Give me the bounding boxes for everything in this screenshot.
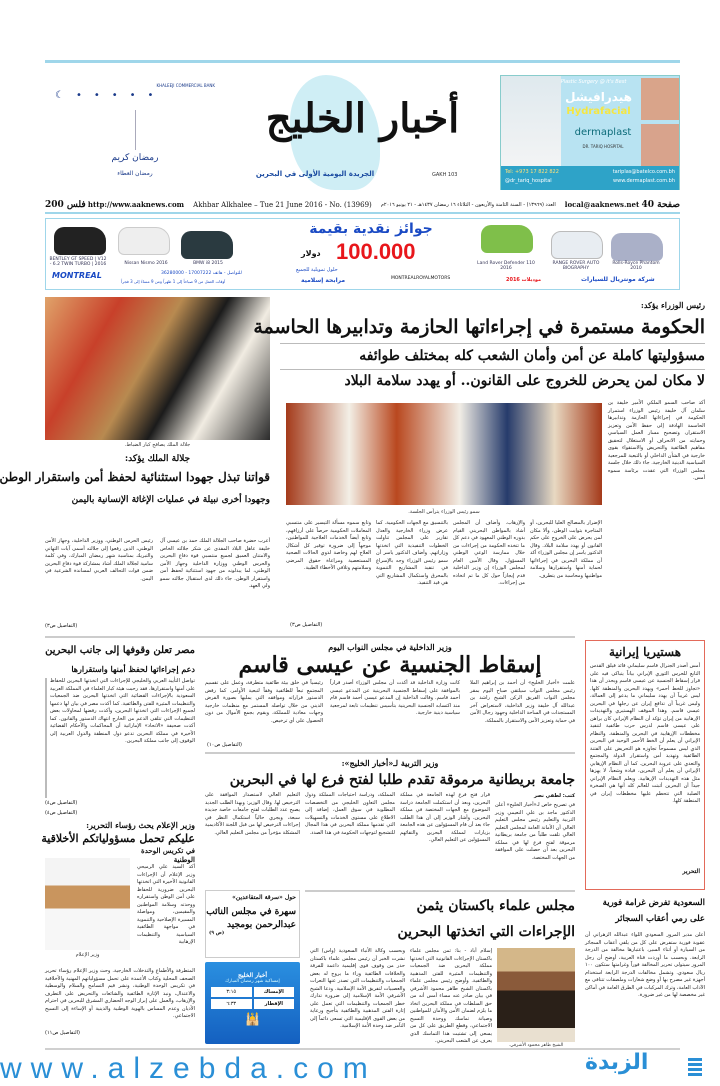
lead-kicker: رئيس الوزراء يؤكد: [640,300,705,310]
lantern-string [135,110,136,150]
saudi-body: أعلن مدير المرور السعودي اللواء عبدالله الزهراني أن عقوبة فورية ستفرض على كل من يلقي أعقاب السجائر من السيارة أو أثناء السير، باعتبارها مخالفة من الدرجة الرابعة. وبحسب ما أوردت قناة العربية، أوضح أن رجل المرور سيتولى تحرير المخالفة فوراً وغرامتها ستكون ١٠٠ ريال سعودي. وتشمل مخالفات الدرجة الرابعة استخدام أجهزة غير مصرح بها أو وضع شعارات وملصقات تتنافى مع الآداب العامة، وترك المركبات في الطرق العامة في أماكن غير مخصصة لها من غير ضرورة. [585,932,705,998]
newspaper-tagline: الجريدة اليومية الأولى في البحرين [255,170,375,178]
hydrafacial-en: Hydrafacial [566,106,631,117]
lead-headline: الحكومة مستمرة في إجراءاتها الحازمة وتدابيرها الحاسمة [253,316,705,338]
code: GAKH 103 [432,172,458,178]
ad-contact-bar [501,166,679,190]
saudi-headline: السعودية تفرض غرامة فورية [602,898,705,908]
lead-text-col: أكد صاحب السمو الملكي الأمير خليفة بن سلمان آل خليفة رئيس الوزراء استمرار الحكومة في إجراءاتها الحازمة وتدابيرها الحاسمة الهادفة إلى حفظ الأمن وتعزيز الاستقرار، وتصحيح مسار العمل السياسي وحمايته من الانحراف أو الاستغلال لتحقيق مفاهيم الطائفية والتحريض والاستقواء بقوى خارجية في الشأن الداخلي أو بالتبعية للمرجعية السياسية الدينية الخارجية. جاء ذلك خلال جلسة مجلس الوزراء التي عقدت برئاسة سموه أمس. [608,400,705,481]
uni-headline: جامعة بريطانية مرموقة تقدم طلبا لفتح فرع لها في البحرين [229,772,575,788]
lead-subheadline-2: لا مكان لمن يحرض للخروج على القانون.. أو يهدد سلامة البلاد [344,373,705,389]
iftar-label: الإفطار [254,999,295,1009]
murabaha-text: مرابحة إسلامية [301,277,346,284]
ramadan-imsakiya-box [205,962,300,1044]
car-label: Rolls-Royce Phantom 2010 [612,261,660,271]
lead-text-col: وتابع سموه مسألة التيسير على منتسبي المعاملات الحكومية حرصاً على أرزاقهم، وتابع أيضاً الخدمات العلاجية للمواطنين، موجهاً إلى ضرورة توفير كل أشكال العلاج لهم وخاصة لذوي الحالات الصحية المستعصية ومراعاة حقوق المرضى وسلامتهم وتلافي الأخطاء الطبية. [286,520,371,571]
car-rangerover-image [551,231,603,259]
page-count: 40 صفحة [641,200,680,210]
evening-kicker: حول «سرقة المتقاعدين» [232,894,296,901]
qassem-text-col: علمت «أخبار الخليج» أن أحمد بن إبراهيم الملا رئيس مجلس النواب سيلتقي صباح اليوم بمقر مجلس النواب الفريق الركن الشيخ راشد بن عبدالله آل خليفة وزير الداخلية، لاستعراض آخر المستجدات في الساحة الداخلية وجهود رجال الأمن في حماية وتعزيز الأمن والاستقرار بالمملكة. [470,680,575,724]
section-divider [45,636,575,638]
prize-currency: دولار [301,249,321,258]
qassem-kicker: وزير الداخلية في مجلس النواب اليوم [328,642,452,652]
montreal-cars-ad[interactable] [45,218,680,290]
divider [205,752,575,754]
king-text-col: رئيس الحرس الوطني، ووزير الداخلية، وجهاز الأمن الوطني، الذين رفعوا إلى جلالته أسمى آيات التهاني والتبريك بمناسبة شهر رمضان المبارك، وفي كلمة سامية لجلالة الملك أشاد بمشاركة قوة دفاع البحرين ضمن قوات التحالف العربي لمساندة الشرعية في اليمن. [45,538,153,582]
ad-email: tariplas@batelco.com.bh [612,169,675,175]
details-ref[interactable]: (التفاصيل ص٤) [45,810,78,816]
uni-text-col: في تصريح خاص لـ«أخبار الخليج» أعلن الدكتور ماجد بن علي النعيمي وزير التربية والتعليم رئيس مجلس التعليم العالي أن الأمانة العامة لمجلس التعليم العالي تلقت طلباً من جامعة بريطانية مرموقة لفتح فرع لها في مملكة البحرين بعد أن حصلت على الموافقة من الجهات المختصة. [495,802,575,861]
uni-kicker: وزير التربية لـ«أخبار الخليج»: [341,758,439,768]
face-after-image [641,124,679,166]
egypt-subheadline: دعم إجراءاتها لحفظ أمنها واستقرارها [71,664,195,674]
face-before-image [641,78,679,120]
pakistan-photo-caption: الشيخ طاهر محمود الأشرفي. [508,1043,564,1048]
lead-text-col: الإضرار بالمصالح العليا للبحرين، أو المتاجرة بثوابت الوطن، وألا مكان لمن يحرض على الخروج على حكم القانون أو يهدد سلامة البلاد. وقال الدكتور ياسر إن مجلس الوزراء أكد أن مملكة البحرين في إجراءاتها لحماية أمنها واستقرارها وسلامة مواطنيها ومحاسبة من يتطرف. [530,520,602,579]
car-label: BENTLEY GT SPEED | V12 - 6.2 TWIN TURBO | 2016 [49,257,107,267]
ramadan-kareem: رمضان كريم [111,153,159,163]
media-headline-2: في تكريس الوحدة الوطنية [141,846,195,864]
imsak-time: ٣:١٥ [211,987,252,997]
king-kicker: جلالة الملك يؤكد: [124,454,191,464]
car-rollsroyce-image [611,233,663,261]
evening-headline-2: عبدالرحمن بومجيد [227,920,296,930]
models-year: موديلات 2016 [506,277,542,283]
evening-ref[interactable]: (ص ٩) [209,930,225,936]
instagram-handle: MONTREALROYALMOTORS [391,276,451,281]
financing-text: حلول تمويلية للجميع [296,267,338,273]
hospital-building-image [501,76,561,176]
qassem-text-col: كانت وزارة الداخلية قد أكدت أن مجلس الوزراء أصدر قراراً بالموافقة على إسقاط الجنسية البحرينية عن المدعو عيسى أحمد قاسم. وقالت الداخلية إن المدعو عيسى أحمد قاسم قام منذ اكتسابه الجنسية البحرينية بتأسيس تنظيمات تابعة لمرجعية سياسية دينية خارجية. [330,680,460,716]
dermaplast-brand: dermaplast [574,127,632,138]
watermark-site: www.alzebda.com [0,1052,377,1085]
ad-tel: Tel: +973 17 822 822 [505,169,559,175]
logo-lines-icon [688,1058,702,1076]
media-photo-caption: وزير الإعلام [75,952,100,958]
divider [305,890,575,892]
car-bentley-image [54,227,106,255]
uni-text-col: التعليم العالي لاستصدار الموافقة على الترخيص لها. وقال الوزير: وبهذا الطلب الجديد يصبح عدد الطلبات لفتح جامعات خاصة جديدة سبعة، ويجري حالياً استكمال النظر في إجراءات الترخيص لها من قبل اللجنة الأكاديمية المشكلة مؤخراً من مجلس التعليم العالي. [205,792,300,836]
car-label: Nissan Nismo 2016 [124,261,168,266]
imsakiya-title: أخبار الخليج [237,972,268,979]
car-defender-image [481,225,533,253]
car-label: Land Rover Defender 110 2016 [477,261,535,271]
ad-slogan: Plastic Surgery @ it's Best [560,79,627,85]
imsakiya-subtitle: إمساكية شهر رمضان المبارك [225,979,280,984]
alzebda-logo: الزبدة [585,1050,649,1075]
uni-text-col: قرار فتح فرع لهذه الجامعة في مملكة البحرين، وبعد أن استكملت الجامعة دراسة الموضوع مع الجهات المختصة في مملكة البحرين. وأشار الوزير إلى أن هذا الطلب جاء بعد أن قام المسؤولون عن هذه الجامعة بزيارات لمملكة البحرين والتقائهم المسؤولين عن التعليم العالي. [400,792,490,843]
editorial-title: هستيريا إيرانية [608,645,682,659]
qassem-headline: إسقاط الجنسية عن عيسى قاسم [238,652,542,678]
saudi-headline-2: على رمي أعقاب السجائر [615,914,705,924]
bank-ad[interactable] [45,75,225,190]
editorial-box [585,640,705,890]
car-nissan-image [118,227,170,255]
evening-box [205,890,300,958]
mosque-icon: 🕌 [245,1012,260,1026]
arabic-dateline: العدد (١٣٩٦٩) - السنة الثامنة والأربعون - الثلاثاء ١٦ رمضان ١٤٣٧هـ - ٢١ يونيو ٢٠١٦م [380,202,556,208]
media-headline: عليكم تحمل مسؤولياتكم الأخلاقية [41,832,195,845]
details-ref[interactable]: (التفاصيل ص٤) [45,800,78,806]
hydrafacial-ar: هيدرافيشل [565,90,632,104]
pakistan-text-col: إسلام أباد - بنا: ثمن مجلس علماء باكستان الإجراءات القانونية التي اتخذتها مملكة البحرين ضد الجمعيات والتنظيمات المثيرة للفتن المذهبية والطائفية. وأوضح رئيس مجلس علماء باكستان الشيخ طاهر محمود الأشرفي في بيان صادر عنه مساء أمس أنه من حق السلطات في مملكة البحرين اتخاذ ما يلزم لضمان الأمن والأمان للمواطنين وصيانة تماسك ووحدة النسيج الاجتماعي، وقطع الطريق على كل من يسعى إلى تشتيت هذا التماسك الذي يعرف عن الشعب البحريني. [410,948,492,1044]
details-ref[interactable]: (التفاصيل ص١٠) [207,742,242,748]
iftar-time: ٦:٣٣ [211,999,252,1009]
newspaper-logo: أخبار الخليج [265,95,460,142]
media-kicker: وزير الإعلام يحث رؤساء التحرير: [86,820,195,830]
prize-amount: 100.000 [336,239,416,264]
media-intro: أكد السيد علي الرميحي وزير الإعلام أن الإجراءات القانونية الأخيرة التي اتخذتها البحرين ضرورية للحفاظ على أمن الوطن واستقراره ووحدته وسلامة المواطنين والمقيمين، ومواصلة المسيرة الإصلاحية والتنموية في مواجهة الطائفية السياسية والتنظيمات الإرهابية [137,864,195,945]
pakistan-cleric-photo [497,948,575,1042]
lead-subheadline: مسؤوليتها كاملة عن أمن وأمان الشعب كله بمختلف طوائفه [359,348,705,364]
editorial-body: أمس أصدر الجنرال قاسم سليماني قائد فيلق القدس التابع للحرس الثوري الإيراني بياناً يتباكى فيه على قرار إسقاط الجنسية عن عيسى قاسم ويحذر أن هذا «تجاوز للخط أحمر» ويهدد البحرين والمنطقة كلها. ليس غريباً أن يهدد سليماني ما يدعو إلى العمالة، وليس غريباً أن تدافع إيران عن رجلها في البحرين عيسى قاسم. وهذا الموقف الهستيري والتهديدات الإرهابية من إيران تؤكد أن النظام الإيراني كان يراهن على عيسى قاسم لدرس حرب طائفية لتنفيذ مخططات الإرهابية في البحرين والمنطقة. والنظام الإيراني أن يعلم أن الخط الأحمر الوحيد في البحرين الذي ليس مسموحاً تجاوزه هو التحريض على الفتنة الطائفية وتهديد أمن واستقرار الدولة والمجتمع والتعدي على عروبة البحرين. كما أن النظام الإرهابي الإيراني أن يعلم أن البحرين، قيادة وشعباً، لا يهزها مثل هذه التهديدات الإرهابية. ويعلم النظام الإيراني جيداً أن البحرين أثبتت للعالم كله أنها هي الصخرة الصلبة التي تتحطم عليها مخططات إيران في المنطقة كلها. [590,663,700,804]
company-name: شركة مونتريال للسيارات [581,276,655,283]
ad-insta: @dr_tariq_hospital [505,178,552,184]
photo-caption: جلالة الملك يصافح كبار الضباط. [124,442,191,448]
hospital-name: DR. TARIQ HOSPITAL [582,144,624,149]
stars-decoration: ☾••••• [55,90,166,101]
car-label: BMW i8 2015 [193,261,223,266]
website-link[interactable]: http://www.aaknews.com [87,200,185,209]
evening-headline: سهرة في مجلس النائب [206,907,296,917]
details-ref[interactable]: (التفاصيل ص٣) [45,623,78,629]
uni-author: كتب: لطفي نصر [533,793,575,799]
egypt-body: تواصل التأييد العربي والخليجي للإجراءات التي اتخذتها البحرين للحفاظ على أمنها واستقرارها، فقد رحبت هيئة كبار العلماء في المملكة العربية السعودية بالإجراءات القضائية التي اتخذتها البحرين ضد الجمعيات والتنظيمات المثيرة للفتن والطائفية. كما أكدت مصر في بيان لها دعمها لجميع الإجراءات التي اتخذتها البحرين، وأكدت رفضها لمحاولات بعض التنظيمات التي تتلقى الدعم من الخارج انتهاك الدستور والقانون. كما أكدت صحيفة «الاتحاد» الإماراتية أن المحاكمات والأحكام القضائية الأخيرة في مملكة البحرين تدعو دول المنطقة والدول العربية إلى الوقوف إلى جانب مملكة البحرين. [45,678,195,798]
media-minister-photo [45,858,130,950]
king-text-col: أعرب حضرة صاحب الجلالة الملك حمد بن عيسى آل خليفة عاهل البلاد المفدى عن شكر جلالته الخاص والامتنان العميق لجميع منتسبي قوة دفاع البحرين والحرس الوطني ووزارة الداخلية وجهاز الأمن الوطني، لما يبذلونه من جهود استثنائية لحفظ أمن واستقرار الوطن. جاء ذلك لدى استقبال جلالته سمو ولي العهد. [160,538,270,589]
cabinet-session-photo [286,403,602,505]
top-rule [45,60,680,63]
working-hours: أوقات العمل من 9 صباحاً إلى 1 ظهراً ومن 9 مساءً إلى 3 فجراً [121,279,226,284]
media-body: المتطرفة والأطماع والتدخلات الخارجية. وحث وزير الإعلام رؤساء تحرير الصحف المحلية وكتاب الأعمدة على تحمل مسؤولياتهم المهنية والأخلاقية في تكريس الوحدة الوطنية، ونشر قيم التسامح والسلام والوسطية والاعتدال، ونبذ الإثارة الطائفية والشائعات والتحريض على التطرف والإرهاب، والعمل على إبراز الوجه الحضاري المشرق للبحرين في احترام الأديان وعدم المساس بالهوية الوطنية والدينية أو الإساءة إلى النسيج الاجتماعي. [45,968,195,1019]
lead-text-col: بالتنسيق مع الجهات الحكومية. كما عرض وزراء الخارجية والعدل تقارير على المجلس تناولت الخطوات التنفيذية التي اتخذتها وزاراتهم. وأضاف الدكتور ياسر أن سمو رئيس الوزراء وجه بالإسراع في تنفيذ المشاريع التنموية بالمحرق واستكمال المشاريع التي هي قيد التنفيذ. [376,520,448,586]
pakistan-headline: مجلس علماء باكستان يثمن [416,898,575,914]
details-ref[interactable]: (التفاصيل ص١١) [45,1030,80,1036]
price: 200 فلس [45,200,86,210]
cabinet-photo-caption: سمو رئيس الوزراء يترأس الجلسة. [408,509,480,515]
car-bmw-image [181,231,233,259]
car-label: RANGE ROVER AUTO BIOGRAPHY [552,261,600,271]
email-link[interactable]: local@aaknews.net [564,200,640,209]
king-subheadline: وجهودا أخرى نبيلة في عمليات الإغاثة الإنسانية باليمن [71,495,270,505]
details-ref[interactable]: (التفاصيل ص٣) [290,622,323,628]
pakistan-headline-2: الإجراءات التي اتخذتها البحرين [397,924,575,940]
cash-prizes-headline: جوائز نقدية بقيمة [309,221,433,237]
egypt-headline: مصر تعلن وقوفها إلى جانب البحرين [45,645,195,656]
dermaplast-ad[interactable] [500,75,680,190]
english-dateline: Akhbar Alkhalee – Tue 21 June 2016 - No. (13969) [193,201,372,209]
ramadan-tagline: رمضان العطاء [117,170,153,177]
ad-web: www.dermaplast.com.bh [613,178,675,184]
lead-text-col: والإرهاب. وأضاف أن المجلس أشاد بالمواطن البحريني القيام بدوره الوطني المعهود في دعم كل ما تتخذه الحكومة من إجراءات من خلال ممارسة الوعي الوطني المسؤول. وقال الأمين العام لمجلس الوزراء إن وزير الداخلية قدم إيجازاً حول كل ما تم اتخاذه من إجراءات. [453,520,525,586]
pakistan-text-col: وبحسب وكالة الأنباء السعودية (واس) التي نشرت الخبر أن رئيس مجلس علماء باكستان حذر من وقوف قوى إقليمية داعمة للفرقة والخلافات الطائفية وراء ما يروج له بعض الجمعيات والتنظيمات التي تصدر عنها النعرات والعصبيات لتفريق الأمة الإسلامية. ودعا الشيخ الأشرفي الأمة الإسلامية إلى ضرورة تدارك خطر الجمعيات والتنظيمات التي تعمل على إثارة الفتن المذهبية والطائفية بتأجيج ورعاية من بعض القوى الإقليمية التي تسعى دائماً إلى التآمر ضد وحدة الأمة الإسلامية. [310,948,405,1029]
montreal-logo: MONTREAL [52,271,102,280]
uni-text-col: المملكة، ودراسة احتياجات المملكة ودول مجلس التعاون الخليجي من التخصصات المطلوبة في سوق العمل، إضافة إلى الاطلاع على مستوى الخدمات والتسهيلات التي تقدمها مملكة البحرين في هذا المجال للتشجيع لتوجهات الحكومة في هذا الصدد. [305,792,395,836]
king-headline: قواتنا تبذل جهودا استثنائية لحفظ أمن واستقرار الوطن [0,470,270,484]
issue-info-bar [45,198,680,214]
bank-name: KHALEEJI COMMERCIAL BANK [156,83,215,88]
divider [280,369,705,370]
king-with-officers-photo [45,297,270,440]
imsak-label: الإمساك [254,987,295,997]
contact-phones: للتواصل - هاتف 17007222 - 36280000 [161,271,242,276]
editorial-signature: التحرير [682,868,700,875]
divider [280,343,705,344]
qassem-text-col: رئيسياً في خلق بيئة طائفية متطرفة، وعمل على تقسيم المجتمع تبعاً للطائفية وفقاً لتبعية الأوامر، كما رفض الدستور قراراته وموافقه التي يمليها بصورة الفرض الديني من خلال تواصله المستمر مع منظمات خارجية وجهات معادية للمملكة، ويقوم بجمع الأموال من دون الحصول على أي ترخيص. [205,680,323,724]
